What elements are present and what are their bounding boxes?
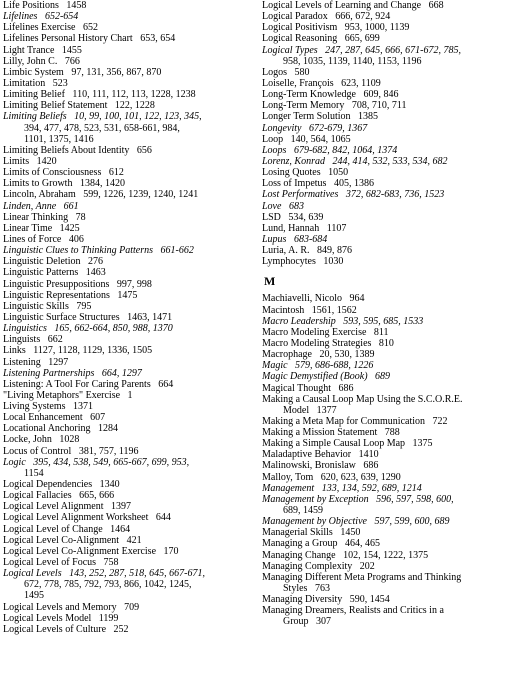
index-entry-continuation: 1101, 1375, 1416 (24, 133, 94, 145)
index-entry: Listening 1297 (3, 356, 69, 368)
index-entry: Maladaptive Behavior 1410 (262, 449, 379, 461)
index-entry: Losing Quotes 1050 (262, 167, 349, 179)
index-entry: Lifelines Exercise 652 (3, 22, 98, 34)
index-entry: Managing Complexity 202 (262, 560, 375, 572)
index-entry-continuation: 1154 (24, 467, 44, 479)
index-entry: Managing Change 102, 154, 1222, 1375 (262, 549, 429, 561)
index-entry: Limits of Consciousness 612 (3, 167, 124, 179)
index-entry: Managing Diversity 590, 1454 (262, 594, 390, 606)
index-entry: Logical Levels of Learning and Change 668 (262, 0, 444, 11)
index-entry: Long-Term Knowledge 609, 846 (262, 89, 399, 101)
index-entry: Managing Different Meta Programs and Thinking (262, 571, 462, 583)
index-entry: Logic 395, 434, 538, 549, 665-667, 699, 953, (3, 456, 190, 468)
index-entry: Logical Level of Change 1464 (3, 523, 131, 535)
index-entry: Longer Term Solution 1385 (262, 111, 379, 123)
index-entry: Logical Level Co-Alignment Exercise 170 (3, 545, 179, 557)
index-entry: Longevity 672-679, 1367 (262, 122, 368, 134)
index-entry: Life Positions 1458 (3, 0, 87, 11)
index-column-right (262, 0, 505, 628)
index-entry: Logical Level Alignment 1397 (3, 501, 132, 513)
section-letter: M (264, 274, 276, 289)
index-entry: Light Trance 1455 (3, 44, 82, 56)
index-entry: Logical Level Alignment Worksheet 644 (3, 512, 171, 524)
index-entry: Logical Levels 143, 252, 287, 518, 645, 667-671, (3, 568, 205, 580)
index-entry: Loops 679-682, 842, 1064, 1374 (262, 144, 398, 156)
index-entry-continuation: Model 1377 (283, 404, 337, 416)
index-entry: Linguistic Clues to Thinking Patterns 661-662 (3, 245, 194, 257)
index-entry: Linguistic Representations 1475 (3, 289, 138, 301)
index-entry: Macro Modeling Exercise 811 (262, 326, 389, 338)
index-entry: Logical Paradox 666, 672, 924 (262, 11, 391, 23)
index-entry: Malinowski, Bronislaw 686 (262, 460, 379, 472)
index-entry: Lifelines 652-654 (3, 11, 79, 23)
index-entry: Lymphocytes 1030 (262, 256, 344, 268)
index-entry: Magic 579, 686-688, 1226 (262, 360, 374, 372)
index-entry: Luria, A. R. 849, 876 (262, 245, 352, 257)
index-entry: Making a Mission Statement 788 (262, 427, 400, 439)
index-entry-continuation: Group 307 (283, 616, 332, 628)
index-entry: Linguistic Presuppositions 997, 998 (3, 278, 152, 290)
index-entry: Lost Performatives 372, 682-683, 736, 1523 (262, 189, 445, 201)
index-entry: Malloy, Tom 620, 623, 639, 1290 (262, 471, 401, 483)
index-entry: Lines of Force 406 (3, 233, 84, 245)
index-entry: Limits to Growth 1384, 1420 (3, 178, 125, 190)
index-entry: Management 133, 134, 592, 689, 1214 (262, 482, 422, 494)
index-entry: Logical Levels Model 1199 (3, 612, 119, 624)
index-entry: Making a Simple Causal Loop Map 1375 (262, 438, 433, 450)
index-entry: Macintosh 1561, 1562 (262, 304, 357, 316)
index-entry: Linear Time 1425 (3, 222, 80, 234)
index-entry: Living Systems 1371 (3, 401, 94, 413)
index-entry: Limits 1420 (3, 155, 57, 167)
index-entry: Macro Leadership 593, 595, 685, 1533 (262, 315, 424, 327)
index-entry: Limbic System 97, 131, 356, 867, 870 (3, 66, 162, 78)
index-entry: Listening Partnerships 664, 1297 (3, 367, 142, 379)
index-entry: Lilly, John C. 766 (3, 55, 80, 67)
index-entry-continuation: 958, 1035, 1139, 1140, 1153, 1196 (283, 55, 422, 67)
index-entry-continuation: Styles 763 (283, 583, 330, 595)
index-entry: Logical Reasoning 665, 699 (262, 33, 380, 45)
index-entry: Logical Levels and Memory 709 (3, 601, 140, 613)
index-column-left (3, 0, 253, 635)
index-entry: Limiting Belief Statement 122, 1228 (3, 100, 155, 112)
index-entry: Links 1127, 1128, 1129, 1336, 1505 (3, 345, 153, 357)
index-entry: Lincoln, Abraham 599, 1226, 1239, 1240, 1241 (3, 189, 199, 201)
index-entry: Logical Dependencies 1340 (3, 479, 120, 491)
index-entry: Making a Meta Map for Communication 722 (262, 415, 448, 427)
index-entry: Limiting Belief 110, 111, 112, 113, 1228, 1238 (3, 89, 196, 101)
index-entry: Linguistic Patterns 1463 (3, 267, 106, 279)
index-entry: Logical Fallacies 665, 666 (3, 490, 115, 502)
index-entry: Managerial Skills 1450 (262, 527, 361, 539)
index-entry: Making a Causal Loop Map Using the S.C.O.R.E. (262, 393, 463, 405)
index-entry: Management by Objective 597, 599, 600, 689 (262, 516, 450, 528)
index-entry: Linguistic Skills 795 (3, 300, 92, 312)
index-entry: Managing a Group 464, 465 (262, 538, 381, 550)
index-entry: Listening: A Tool For Caring Parents 664 (3, 378, 174, 390)
index-entry: Lifelines Personal History Chart 653, 654 (3, 33, 176, 45)
index-entry: Lund, Hannah 1107 (262, 222, 347, 234)
index-entry: Locus of Control 381, 757, 1196 (3, 445, 139, 457)
index-entry: Machiavelli, Nicolo 964 (262, 293, 365, 305)
index-entry: Managing Dreamers, Realists and Critics in a (262, 605, 444, 617)
index-entry: Linguists 662 (3, 334, 63, 346)
index-entries-l (262, 0, 505, 267)
index-entry: Logos 580 (262, 66, 310, 78)
index-entry: Limitation 523 (3, 77, 68, 89)
index-entry: Logical Level Co-Alignment 421 (3, 534, 142, 546)
index-entry: Logical Positivism 953, 1000, 1139 (262, 22, 410, 34)
index-entry: Lupus 683-684 (262, 233, 328, 245)
index-entry: "Living Metaphors" Exercise 1 (3, 389, 133, 401)
index-entry: Management by Exception 596, 597, 598, 600, (262, 493, 454, 505)
index-entry: Locational Anchoring 1284 (3, 423, 118, 435)
index-entry: Logical Level of Focus 758 (3, 557, 119, 569)
index-entry-continuation: 394, 477, 478, 523, 531, 658-661, 984, (24, 122, 180, 134)
index-entry: Local Enhancement 607 (3, 412, 106, 424)
index-entry-continuation: 1495 (24, 590, 44, 602)
index-entry: Magic Demystified (Book) 689 (262, 371, 391, 383)
index-entry: Macro Modeling Strategies 810 (262, 337, 394, 349)
index-entry: Limiting Beliefs About Identity 656 (3, 144, 152, 156)
index-entry: Logical Levels of Culture 252 (3, 623, 129, 635)
index-entry: Linear Thinking 78 (3, 211, 86, 223)
index-entry-continuation: 672, 778, 785, 792, 793, 866, 1042, 1245, (24, 579, 192, 591)
index-entry-continuation: 689, 1459 (283, 505, 323, 517)
index-entry: Linden, Anne 661 (3, 200, 79, 212)
index-entry: LSD 534, 639 (262, 211, 324, 223)
index-entry: Macrophage 20, 530, 1389 (262, 349, 375, 361)
index-entry: Linguistic Deletion 276 (3, 256, 103, 268)
index-entry: Magical Thought 686 (262, 382, 354, 394)
index-entry: Loop 140, 564, 1065 (262, 133, 351, 145)
index-entry: Love 683 (262, 200, 304, 212)
index-entry: Logical Types 247, 287, 645, 666, 671-672, 785, (262, 44, 461, 56)
index-entry: Loiselle, François 623, 1109 (262, 77, 381, 89)
index-entry: Long-Term Memory 708, 710, 711 (262, 100, 407, 112)
index-entry: Limiting Beliefs 10, 99, 100, 101, 122, 123, 345, (3, 111, 202, 123)
index-entry: Loss of Impetus 405, 1386 (262, 178, 374, 190)
index-entries-m (262, 293, 505, 627)
index-entry: Linguistics 165, 662-664, 850, 988, 1370 (3, 323, 173, 335)
index-entry: Linguistic Surface Structures 1463, 1471 (3, 311, 173, 323)
index-entry: Lorenz, Konrad 244, 414, 532, 533, 534, 682 (262, 155, 448, 167)
index-entry: Locke, John 1028 (3, 434, 80, 446)
